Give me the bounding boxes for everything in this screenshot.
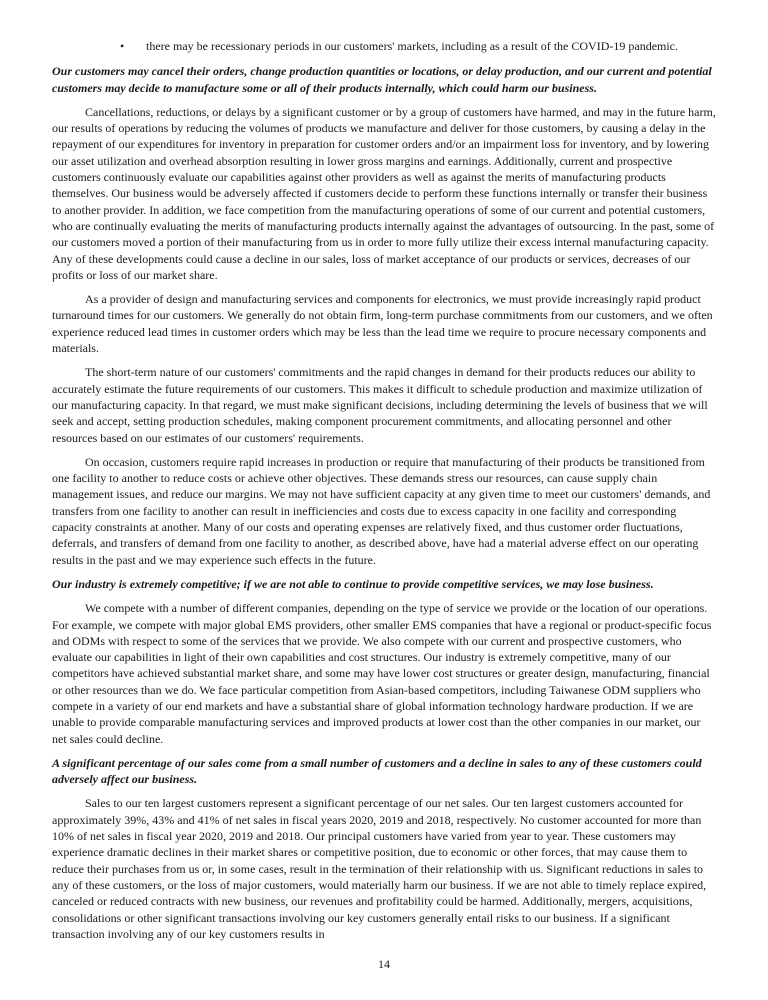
- risk-factor-heading-cancellations: Our customers may cancel their orders, change production quantities or locations, or delay production, and our current and potential customers may decide to manufacture some or all of their products internally, which could harm our business.: [52, 64, 712, 95]
- bullet-icon: •: [120, 39, 125, 53]
- bullet-item-text: there may be recessionary periods in our customers' markets, including as a result of the COVID-19 pandemic.: [146, 39, 679, 53]
- paragraph-rapid-increases: On occasion, customers require rapid increases in production or require that manufacturing of their products be transitioned from one facility to another to reduce costs or achieve other objectives. These demands stress our resources, can cause supply chain management issues, and reduce our margins. We may not have sufficient capacity at any given time to meet our customers' demands, and transfers from one facility to another can result in inefficiencies and costs due to excess capacity in one facility and corresponding capacity constraints at another. Many of our costs and operating expenses are relatively fixed, and thus customer order fluctuations, deferrals, and transfers of demand from one facility to another, as described above, have had a material adverse effect on our operating results in the past and we may experience such effects in the future.: [52, 454, 711, 567]
- paragraph-customer-concentration: Sales to our ten largest customers represent a significant percentage of our net sales. Our ten largest customers accounted for approximately 39%, 43% and 41% of net sales in fiscal years 2020, 2019 and 2018, respectively. No customer accounted for more than 10% of net sales in fiscal year 2020, 2019 and 2018. Our principal customers have varied from year to year. These customers may experience dramatic declines in their market shares or competitive position, due to economic or other forces, that may cause them to reduce their purchases from us or, in some cases, result in the termination of their relationship with us. Significant reductions in sales to any of these customers, or the loss of major customers, would materially harm our business. If we are not able to timely replace expired, canceled or reduced contracts with new business, our revenues and profitability could be harmed. Additionally, mergers, acquisitions, consolidations or other significant transactions involving our key customers generally entail risks to our business. If a significant transaction involving any of our key customers results in: [52, 796, 707, 941]
- paragraph-cancellations: Cancellations, reductions, or delays by a significant customer or by a group of customers have harmed, and may in the future harm, our results of operations by reducing the volumes of products we manufacture and deliver for those customers, by causing a delay in the repayment of our expenditures for inventory in preparation for customer orders and/or an impairment loss for inventory, and by lowering our asset utilization and overhead absorption resulting in lower gross margins and earnings. Additionally, current and prospective customers continuously evaluate our capabilities against other providers as well as against the merits of manufacturing products themselves. Our business would be adversely affected if customers decide to perform these functions internally or transfer their business to another provider. In addition, we face competition from the manufacturing operations of some of our current and potential customers, who are continually evaluating the merits of manufacturing products internally against the advantages of outsourcing. In the past, some of our customers moved a portion of their manufacturing from us in order to more fully utilize their excess internal manufacturing capacity. Any of these developments could cause a decline in our sales, loss of market acceptance of our products or services, decreases of our profits or loss of our market share.: [52, 104, 716, 282]
- paragraph-competition: We compete with a number of different companies, depending on the type of service we provide or the location of our operations. For example, we compete with major global EMS providers, other smaller EMS companies that have a regional or product-specific focus and ODMs with respect to some of the services that we provide. We also compete with our current and prospective customers, who evaluate our capabilities in light of their own capabilities and cost structures. Our industry is extremely competitive, many of our competitors have achieved substantial market share, and some may have lower cost structures or greater design, manufacturing, financial or other resources than we do. We face particular competition from Asian-based competitors, including Taiwanese ODM suppliers who compete in a variety of our end markets and have a substantial share of global information technology hardware production. If we are unable to provide comparable manufacturing services and improved products at lower cost than the other companies in our market, our net sales could decline.: [52, 601, 712, 746]
- paragraph-short-term-commitments: The short-term nature of our customers' commitments and the rapid changes in demand for their products reduces our ability to accurately estimate the future requirements of our customers. This makes it difficult to schedule production and maximize utilization of our manufacturing capacity. In that regard, we must make significant decisions, including determining the levels of business that we will seek and accept, setting production schedules, making component procurement commitments, and allocating personnel and other resources based on our estimates of our customers' requirements.: [52, 365, 708, 445]
- bullet-list-item: [52, 38, 716, 54]
- risk-factor-heading-competition: Our industry is extremely competitive; if we are not able to continue to provide competitive services, we may lose business.: [52, 576, 654, 591]
- paragraph-turnaround-times: As a provider of design and manufacturing services and components for electronics, we must provide increasingly rapid product turnaround times for our customers. We generally do not obtain firm, long-term purchase commitments from our customers, and we often experience reduced lead times in customer orders which may be less than the lead time we require to procure necessary components and materials.: [52, 292, 713, 356]
- risk-factor-heading-customer-concentration: A significant percentage of our sales come from a small number of customers and a decline in sales to any of these customers could adversely affect our business.: [52, 755, 702, 787]
- page-number: 14: [378, 957, 390, 971]
